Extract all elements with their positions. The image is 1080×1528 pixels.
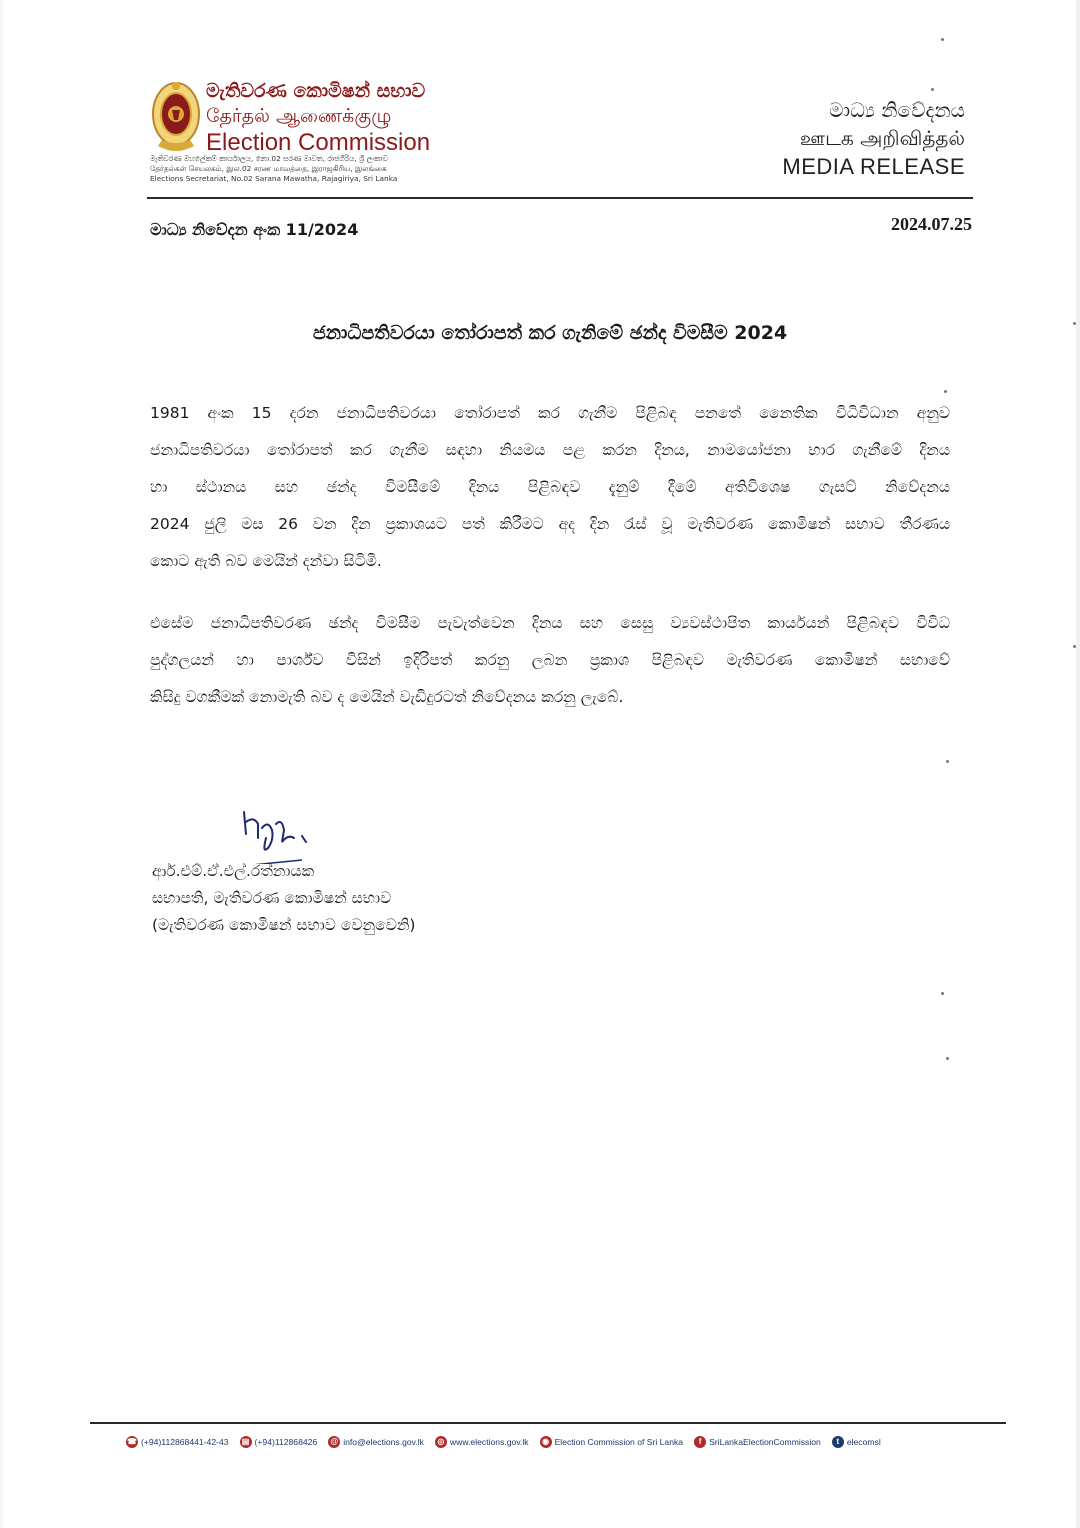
body-paragraph-2 <box>150 605 950 716</box>
footer-contacts <box>126 1436 986 1448</box>
phone-icon: ☎ <box>127 1437 137 1446</box>
organisation-address <box>150 154 450 184</box>
address-tamil: தேர்தல்கள் செயலகம், இல.02 சரண மாவத்தை, இராஜகிரிய, இலங்கை <box>150 164 387 173</box>
address-sinhala: මැතිවරණ මහලේකම් කාර්යාලය, නො.02 සරණ මාවත, රාජගිරිය, ශ්‍රී ලංකාව <box>150 154 388 163</box>
scan-speck <box>946 760 949 763</box>
media-release-sinhala: මාධ්‍ය නිවේදනය <box>829 98 965 122</box>
facebook-link[interactable]: SriLankaElectionCommission <box>709 1437 821 1447</box>
email-address[interactable]: info@elections.gov.lk <box>343 1437 424 1447</box>
sri-lanka-emblem-icon <box>150 80 202 154</box>
release-number: මාධ්‍ය නිවේදන අංක 11/2024 <box>150 220 359 239</box>
fax-icon: ▤ <box>240 1436 252 1448</box>
paragraph-line: 1981 අංක 15 දරන ජනාධිපතිවරයා තෝරාපත් කර ගැනීම පිළිබඳ පනතේ නෛතික විධිවිධාන අනුව <box>150 404 950 422</box>
scan-speck <box>941 38 944 41</box>
scan-speck <box>1073 645 1076 648</box>
scan-speck <box>941 992 944 995</box>
footer-divider <box>90 1422 1006 1424</box>
header-divider <box>147 197 973 199</box>
handwritten-signature <box>232 808 322 864</box>
signature-block <box>152 858 415 939</box>
footer-phone <box>126 1436 229 1448</box>
organisation-link[interactable]: Election Commission of Sri Lanka <box>554 1437 684 1447</box>
org-name-english: Election Commission <box>206 129 431 156</box>
footer-website[interactable] <box>435 1436 529 1448</box>
scan-speck <box>1073 322 1076 325</box>
facebook-icon: f <box>694 1436 706 1448</box>
footer-email[interactable] <box>328 1436 424 1448</box>
globe-icon: ◎ <box>435 1436 447 1448</box>
twitter-link[interactable]: elecomsl <box>846 1437 881 1447</box>
website-link[interactable]: www.elections.gov.lk <box>449 1437 529 1447</box>
scan-speck <box>931 88 934 91</box>
paragraph-line: හා ස්ථානය සහ ඡන්ද විමසීමේ දිනය පිළිබඳව දැනුම් දීමේ අතිවිශෙෂ ගැසට් නිවේදනය <box>150 478 950 496</box>
address-english: Elections Secretariat, No.02 Sarana Mawatha, Rajagiriya, Sri Lanka <box>150 174 398 183</box>
footer-fax <box>240 1436 318 1448</box>
org-icon: ◉ <box>540 1436 552 1448</box>
paragraph-line: එසේම ජනාධිපතිවරණ ඡන්ද විමසීම පැවැත්වෙන දිනය සහ සෙසු ව්‍යවස්ථාපිත කාර්යයන් පිළිබඳව විවිධ <box>150 614 950 632</box>
signatory-name: ආර්.එම්.ඒ.එල්.රත්නායක <box>152 862 315 880</box>
phone-number: (+94)112868441-42-43 <box>141 1437 229 1447</box>
footer-organisation[interactable] <box>540 1436 683 1448</box>
body-paragraph-1 <box>150 395 950 580</box>
page-edge-right <box>1076 0 1080 1528</box>
fax-number: (+94)112868426 <box>254 1437 318 1447</box>
paragraph-line: පුද්ගලයන් හා පාර්ශ්ව විසින් ඉදිරිපත් කරනු ලබන ප්‍රකාශ පිළිබඳව මැතිවරණ කොමිෂන් සභාවේ <box>150 651 950 669</box>
email-icon: @ <box>328 1436 340 1448</box>
paragraph-line: කිසිදු වගකීමක් නොමැති බව ද මෙයින් වැඩිදුරටත් නිවේදනය කරනු ලැබේ. <box>150 688 624 706</box>
footer-twitter[interactable] <box>832 1436 881 1448</box>
page-edge-left <box>0 0 3 1528</box>
footer-facebook[interactable] <box>694 1436 821 1448</box>
org-name-sinhala: මැතිවරණ කොමිෂන් සභාව <box>206 80 426 102</box>
media-release-english: MEDIA RELEASE <box>782 154 965 179</box>
org-name-tamil: தேர்தல் ஆணைக்குழு <box>206 105 392 127</box>
media-release-tamil: ஊடக அறிவித்தல் <box>799 126 965 150</box>
release-date: 2024.07.25 <box>891 214 972 234</box>
twitter-icon: t <box>832 1436 844 1448</box>
paragraph-line: කොට ඇති බව මෙයින් දන්වා සිටිමි. <box>150 552 382 570</box>
signatory-position: සභාපති, මැතිවරණ කොමිෂන් සභාව <box>152 889 392 907</box>
scan-speck <box>944 390 947 393</box>
paragraph-line: ජනාධිපතිවරයා තෝරාපත් කර ගැනීම සඳහා නියමය පළ කරන දිනය, නාමයෝජනා භාර ගැනීමේ දිනය <box>150 441 950 459</box>
paragraph-line: 2024 ජුලි මස 26 වන දින ප්‍රකාශයට පත් කිරීමට අද දින රැස් වූ මැතිවරණ කොමිෂන් සභාව තීරණය <box>150 515 950 533</box>
signatory-on-behalf: (මැතිවරණ කොමිෂන් සභාව වෙනුවෙනි) <box>152 916 416 934</box>
organisation-name <box>206 78 456 158</box>
scan-speck <box>946 1057 949 1060</box>
media-release-heading <box>782 96 965 182</box>
document-title: ජනාධිපතිවරයා තෝරාපත් කර ගැනිමේ ඡන්ද විමසීම 2024 <box>312 322 788 344</box>
